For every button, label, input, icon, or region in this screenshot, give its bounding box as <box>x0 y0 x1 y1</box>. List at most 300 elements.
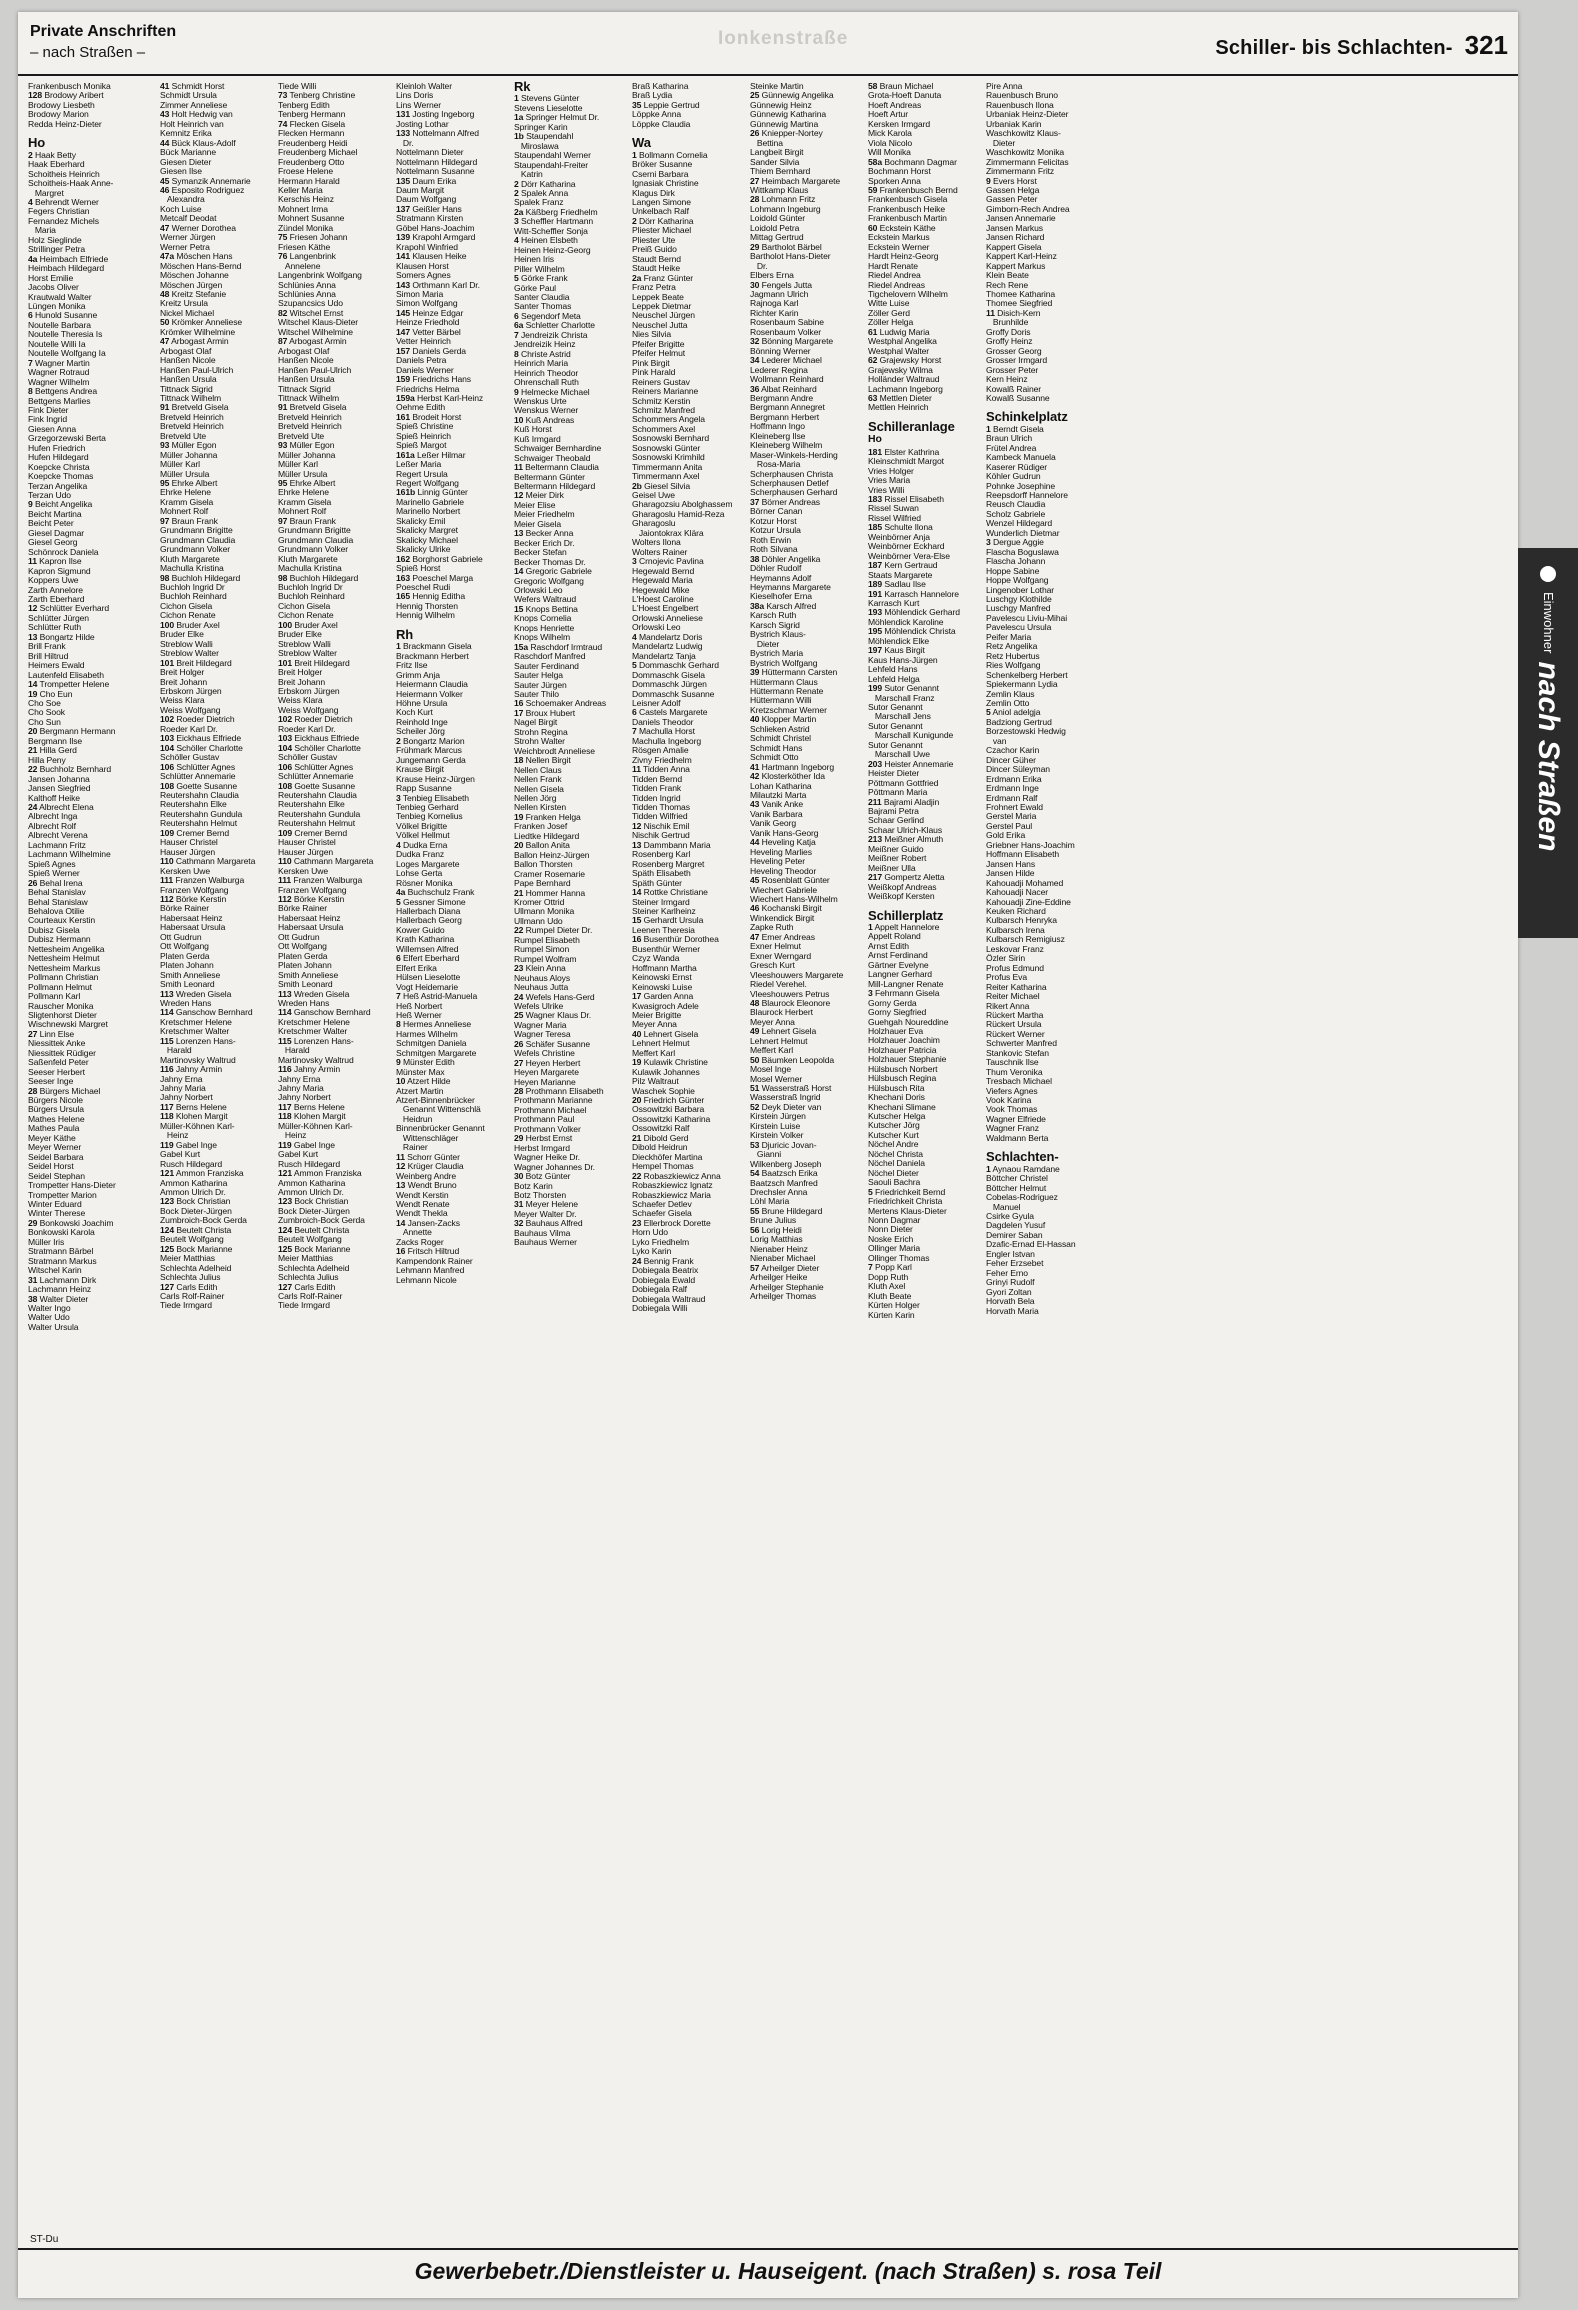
directory-entry: Martinovsky Waltrud <box>160 1055 236 1065</box>
directory-entry: Engler Istvan <box>986 1249 1035 1259</box>
directory-entry: 12 Schlütter Everhard <box>28 604 110 614</box>
directory-entry: Wendt Renate <box>396 1200 450 1210</box>
directory-entry: Daum Margit <box>396 185 445 195</box>
directory-entry: Breit Johann <box>278 677 326 687</box>
directory-entry: Ehrke Helene <box>160 488 211 498</box>
directory-entry: Dopp Ruth <box>868 1272 909 1282</box>
directory-entry: Cichon Gisela <box>160 601 213 611</box>
directory-entry: Freudenberg Heidi <box>278 138 348 148</box>
directory-entry: Wagner Wilhelm <box>28 377 90 387</box>
directory-entry: Kretschmer Helene <box>160 1017 232 1027</box>
directory-entry: Ammon Katharina <box>160 1178 228 1188</box>
directory-entry: Vanik Barbara <box>750 809 803 819</box>
directory-entry: Schmidt Christel <box>750 734 811 744</box>
directory-entry: 54 Baatzsch Erika <box>750 1169 818 1179</box>
directory-entry: Bretveld Ute <box>278 431 325 441</box>
directory-entry: Rosenbaum Volker <box>750 327 822 337</box>
directory-entry: Schlünies Anna <box>278 289 336 299</box>
directory-entry: Jahny Norbert <box>160 1093 213 1103</box>
directory-entry: Pohnke Josephine <box>986 481 1056 491</box>
directory-entry: Kürten Karin <box>868 1310 915 1320</box>
directory-entry: Stankovic Stefan <box>986 1048 1049 1058</box>
directory-entry: 44 Bück Klaus-Adolf <box>160 138 236 148</box>
directory-entry: Tenberg Edith <box>278 100 330 110</box>
directory-entry: Grundmann Volker <box>160 545 231 555</box>
directory-entry: 123 Bock Christian <box>160 1197 231 1207</box>
directory-entry: Habersaat Heinz <box>160 913 223 923</box>
directory-entry: Heimers Ewald <box>28 661 85 671</box>
street-section-heading: Wa <box>632 135 651 151</box>
directory-entry: Fernandez Michels <box>28 216 99 226</box>
directory-entry: Karrasch Kurt <box>868 599 920 609</box>
directory-entry: 32 Bönning Margarete <box>750 337 834 347</box>
street-section-heading: Schillerplatz <box>868 907 944 923</box>
directory-entry: Wiechert Gabriele <box>750 885 818 895</box>
directory-entry: Kretschmer Helene <box>278 1017 350 1027</box>
directory-entry: 113 Wreden Gisela <box>278 989 350 999</box>
directory-entry: Kieselhofer Erna <box>750 592 812 602</box>
directory-entry: 161b Linnig Günter <box>396 488 468 498</box>
directory-entry: 45 Symanzik Annemarie <box>160 176 251 186</box>
directory-entry: Urbaniak Heinz-Dieter <box>986 110 1069 120</box>
directory-entry: Müller Johanna <box>278 450 336 460</box>
directory-entry: Vries Holger <box>868 466 914 476</box>
directory-entry: Heymanns Adolf <box>750 573 812 583</box>
directory-entry: 44 Heveling Katja <box>750 838 816 848</box>
directory-entry: Thomee Siegfried <box>986 299 1053 309</box>
directory-entry: Jansen Siegfried <box>28 784 91 794</box>
directory-entry: 9 Evers Horst <box>986 176 1037 186</box>
directory-entry: Hüttermann Willi <box>750 696 812 706</box>
directory-entry: Bröker Susanne <box>632 160 693 170</box>
directory-entry: Tenbieg Gerhard <box>396 802 459 812</box>
directory-entry: Horvath Maria <box>986 1306 1039 1316</box>
directory-entry: Khechani Slimane <box>868 1102 936 1112</box>
directory-entry: Beutelt Wolfgang <box>160 1235 224 1245</box>
directory-entry: Heyen Margarete <box>514 1068 579 1078</box>
directory-entry: Machulla Kristina <box>160 564 224 574</box>
directory-entry: Koepcke Thomas <box>28 472 94 482</box>
directory-entry: Steinke Martin <box>750 82 804 91</box>
directory-entry: Kahouadji Nacer <box>986 888 1049 898</box>
directory-entry: Machulla Kristina <box>278 564 342 574</box>
directory-entry: 193 Möhlendick Gerhard <box>868 608 960 618</box>
directory-entry: 3 Scheffler Hartmann <box>514 217 594 227</box>
directory-entry: Vleeshouwers Margarete <box>750 970 844 980</box>
directory-entry: Mohnert Rolf <box>278 507 326 517</box>
directory-entry: Bretveld Heinrich <box>160 422 224 432</box>
directory-entry: Milautzki Marta <box>750 790 807 800</box>
directory-entry: Becker Erich Dr. <box>514 538 575 548</box>
directory-entry: Vleeshouwers Petrus <box>750 989 830 999</box>
directory-column <box>632 82 744 1313</box>
directory-entry: Harmes Wilhelm <box>396 1029 458 1039</box>
directory-entry: Mathes Paula <box>28 1124 80 1134</box>
directory-entry: Jahny Maria <box>278 1084 324 1094</box>
directory-entry: 2 Dörr Katharina <box>514 179 576 189</box>
directory-entry: Kluth Beate <box>868 1291 912 1301</box>
directory-entry: Lins Doris <box>396 91 434 101</box>
directory-entry: Kirstein Luise <box>750 1121 801 1131</box>
directory-entry: 162 Borghorst Gabriele <box>396 554 483 564</box>
directory-entry: Spieß Heinrich <box>396 431 451 441</box>
directory-entry: Bettgens Marlies <box>28 396 91 406</box>
directory-entry: Wenskus Urte <box>514 396 567 406</box>
directory-entry: Saßenfeld Peter <box>28 1058 89 1068</box>
directory-entry: Schlechta Adelheid <box>160 1263 232 1273</box>
directory-entry: 3 Fehrmann Gisela <box>868 989 940 999</box>
directory-entry: Lachmann Fritz <box>28 840 86 850</box>
directory-entry: Kluth Margarete <box>160 554 220 564</box>
directory-entry: Löppke Anna <box>632 110 682 120</box>
directory-entry: 2b Giesel Silvia <box>632 481 691 491</box>
directory-entry: Schlechta Adelheid <box>278 1263 350 1273</box>
directory-entry: Pink Birgit <box>632 358 670 368</box>
directory-column <box>28 82 140 1332</box>
directory-entry: Löhl Maria <box>750 1197 790 1207</box>
directory-entry: 1 Bollmann Cornelia <box>632 150 708 160</box>
directory-entry: Retz Angelika <box>986 642 1038 652</box>
directory-entry: Nellen Gisela <box>514 784 564 794</box>
directory-entry: 15 Knops Bettina <box>514 604 578 614</box>
directory-entry: Nöchel Christa <box>868 1149 923 1159</box>
directory-entry: Spieß Horst <box>396 564 441 574</box>
directory-entry: Robaszkiewicz Ignatz <box>632 1181 713 1191</box>
directory-entry: Heiermann Volker <box>396 689 463 699</box>
directory-entry: Müller Iris <box>28 1237 65 1247</box>
directory-entry: Gresch Kurt <box>750 961 795 971</box>
directory-entry: Hülsbusch Norbert <box>868 1064 938 1074</box>
directory-entry: Saouli Bachra <box>868 1178 921 1188</box>
directory-entry: Skalicky Margret <box>396 526 458 536</box>
directory-entry: Marschall Uwe <box>868 750 930 760</box>
directory-entry: Witschel Wilhelmine <box>278 327 353 337</box>
directory-entry: Neuhaus Jutta <box>514 983 569 993</box>
directory-entry: Ott Gudrun <box>278 932 320 942</box>
directory-entry: Müller Karl <box>160 460 200 470</box>
directory-entry: 3 Crnojevic Pavlina <box>632 557 704 567</box>
directory-entry: 135 Daum Erika <box>396 176 457 186</box>
directory-entry: Werner Petra <box>160 242 210 252</box>
directory-entry: 1a Springer Helmut Dr. <box>514 113 600 123</box>
directory-entry: 82 Witschel Ernst <box>278 308 344 318</box>
directory-entry: Annelene <box>278 261 321 271</box>
directory-entry: Tiede Willi <box>278 82 317 91</box>
directory-entry: Rumpel Simon <box>514 945 570 955</box>
directory-entry: Wischnewski Margret <box>28 1020 108 1030</box>
directory-entry: 20 Bergmann Hermann <box>28 727 116 737</box>
directory-entry: Nettesheim Angelika <box>28 944 105 954</box>
directory-entry: Jansen Markus <box>986 223 1043 233</box>
directory-entry: 42 Klosterköther Ida <box>750 772 825 782</box>
directory-entry: 7 Jendreizik Christa <box>514 330 588 340</box>
directory-entry: Riedel Andreas <box>868 280 925 290</box>
directory-entry: Staats Margarete <box>868 570 933 580</box>
directory-entry: 199 Sutor Genannt <box>868 684 939 694</box>
directory-entry: 30 Botz Günter <box>514 1172 571 1182</box>
directory-entry: 32 Bauhaus Alfred <box>514 1219 583 1229</box>
directory-entry: Wefers Waltraud <box>514 595 577 605</box>
directory-entry: Meier Friedhelm <box>514 510 575 520</box>
directory-entry: Grosser Georg <box>986 346 1042 356</box>
header-ghost-text: Ionkenstraße <box>718 28 849 49</box>
directory-entry: 27 Linn Else <box>28 1029 75 1039</box>
directory-entry: Eckstein Markus <box>868 233 930 243</box>
directory-entry: Weiss Wolfgang <box>278 705 339 715</box>
directory-entry: Winter Therese <box>28 1209 86 1219</box>
directory-entry: Streblow Walter <box>160 649 219 659</box>
directory-entry: 27 Heimbach Margarete <box>750 176 841 186</box>
directory-entry: Buchloh Ingrid Dr <box>160 583 225 593</box>
directory-entry: 8 Bettgens Andrea <box>28 387 98 397</box>
directory-entry: 102 Roeder Dietrich <box>278 715 353 725</box>
directory-entry: 17 Garden Anna <box>632 992 694 1002</box>
directory-entry: Carls Rolf-Rainer <box>160 1292 225 1301</box>
directory-entry: 19 Cho Eun <box>28 689 73 699</box>
directory-entry: Dzafic-Ernad El-Hassan <box>986 1240 1076 1250</box>
directory-entry: Müller-Köhnen Karl- <box>278 1121 353 1131</box>
directory-entry: Schaar Ulrich-Klaus <box>868 825 943 835</box>
directory-entry: Zöller Gerd <box>868 308 910 318</box>
directory-entry: Leenen Theresia <box>632 925 695 935</box>
directory-entry: Völkel Hellmut <box>396 831 450 841</box>
directory-entry: 91 Bretveld Gisela <box>278 403 347 413</box>
directory-entry: Sauter Thilo <box>514 690 559 699</box>
directory-entry: 12 Krüger Claudia <box>396 1162 464 1172</box>
directory-entry: Vook Thomas <box>986 1105 1038 1115</box>
thumb-index-tab[interactable] <box>1518 548 1578 938</box>
directory-entry: Weinbörner Eckhard <box>868 542 945 552</box>
directory-entry: Vanik Hans-Georg <box>750 828 819 838</box>
directory-entry: Vetter Heinrich <box>396 337 451 347</box>
directory-entry: Froese Helene <box>278 167 334 177</box>
directory-entry: 191 Karrasch Hannelore <box>868 589 959 599</box>
directory-entry: Beicht Peter <box>28 519 74 529</box>
directory-entry: 95 Ehrke Albert <box>278 479 336 489</box>
directory-entry: Bretveld Ute <box>160 431 207 441</box>
directory-entry: 124 Beutelt Christa <box>278 1225 350 1235</box>
directory-entry: 117 Berns Helene <box>160 1102 227 1112</box>
directory-column <box>514 79 626 1248</box>
directory-entry: Reutershahn Elke <box>278 800 345 810</box>
directory-entry: Wollmann Reinhard <box>750 375 824 385</box>
directory-entry: Thiem Bernhard <box>750 167 811 177</box>
directory-entry: Breit Holger <box>278 668 323 678</box>
directory-entry: Hufen Friedrich <box>28 443 86 453</box>
directory-entry: Schmitz Manfred <box>632 405 695 415</box>
directory-entry: Rosa-Maria <box>750 460 801 470</box>
directory-entry: Kambeck Manuela <box>986 453 1056 463</box>
directory-entry: Kretschmer Walter <box>160 1027 230 1037</box>
directory-entry: Hufen Hildegard <box>28 453 89 463</box>
directory-entry: Lehmann Manfred <box>396 1266 465 1276</box>
directory-entry: Wenzel Hildegard <box>986 519 1053 529</box>
directory-entry: Weiss Wolfgang <box>160 705 221 715</box>
directory-entry: Dieckhöfer Martina <box>632 1152 703 1162</box>
directory-entry: Dagdelen Yusuf <box>986 1221 1046 1231</box>
directory-entry: 165 Hennig Editha <box>396 592 466 602</box>
directory-entry: Kleinschmidt Margot <box>868 457 944 467</box>
directory-entry: 1 Stevens Günter <box>514 94 580 104</box>
directory-entry: Lohse Gerta <box>396 869 443 879</box>
directory-entry: Langbeit Birgit <box>750 148 804 158</box>
directory-entry: Seeser Herbert <box>28 1067 85 1077</box>
directory-entry: Baatzsch Manfred <box>750 1178 818 1188</box>
directory-entry: Rech Rene <box>986 280 1029 290</box>
directory-entry: Csirke Gyula <box>986 1212 1034 1222</box>
directory-entry: Courteaux Kerstin <box>28 916 96 926</box>
directory-entry: Leskovar Franz <box>986 944 1044 954</box>
directory-entry: Tittnack Wilhelm <box>278 393 340 403</box>
header-range-block <box>1215 30 1508 61</box>
directory-entry: Preiß Guido <box>632 245 677 255</box>
directory-entry: Langner Gerhard <box>868 970 932 980</box>
directory-entry: Rikert Anna <box>986 1001 1030 1011</box>
directory-entry: Szupancsics Udo <box>278 299 343 309</box>
directory-entry: Schoitheis Heinrich <box>28 169 100 179</box>
directory-entry: Ott Wolfgang <box>160 942 209 952</box>
directory-entry: 56 Lorig Heidi <box>750 1225 802 1235</box>
directory-entry: Cobelas-Rodriguez <box>986 1193 1058 1203</box>
directory-entry: Lautenfeld Elisabeth <box>28 670 104 680</box>
directory-entry: Riedel Andrea <box>868 271 921 281</box>
directory-entry: Frühmark Marcus <box>396 746 462 756</box>
directory-entry: Meißner Guido <box>868 844 924 854</box>
directory-entry: 109 Cremer Bernd <box>278 828 348 838</box>
directory-entry: Börke Rainer <box>278 904 327 914</box>
directory-entry: Richter Karin <box>750 308 799 318</box>
directory-entry: Wagner Elfriede <box>986 1114 1046 1124</box>
directory-entry: Platen Johann <box>278 961 332 971</box>
directory-entry: Tiede Irmgard <box>160 1301 212 1311</box>
directory-entry: Piller Wilhelm <box>514 264 565 274</box>
directory-entry: 38 Döhler Angelika <box>750 554 821 564</box>
directory-entry: Lyko Karin <box>632 1247 672 1257</box>
page-header <box>18 12 1518 76</box>
directory-entry: Reutershahn Gundula <box>160 809 243 819</box>
directory-entry: Sosnowski Bernhard <box>632 434 710 444</box>
directory-entry: Regert Ursula <box>396 469 448 479</box>
directory-entry: Waschkowitz Klaus- <box>986 129 1061 139</box>
directory-entry: Beutelt Wolfgang <box>278 1235 342 1245</box>
directory-entry: Keinowski Luise <box>632 982 693 992</box>
directory-entry: Stratmann Kirsten <box>396 214 464 224</box>
directory-entry: Jahny Erna <box>160 1074 203 1084</box>
directory-entry: 121 Ammon Franziska <box>278 1169 362 1179</box>
directory-entry: Münster Max <box>396 1067 445 1077</box>
directory-column <box>396 82 508 1285</box>
directory-entry: Viefers Agnes <box>986 1086 1038 1096</box>
directory-entry: 110 Cathmann Margareta <box>278 857 374 867</box>
directory-entry: 123 Bock Christian <box>278 1197 349 1207</box>
directory-entry: Tidden Wilfried <box>632 812 688 822</box>
directory-entry: Bartholot Hans-Dieter <box>750 252 831 262</box>
directory-entry: Zemlin Klaus <box>986 689 1035 699</box>
directory-entry: Orlowski Leo <box>632 623 681 633</box>
directory-entry: Zimmermann Felicitas <box>986 157 1069 167</box>
directory-entry: Möschen Jürgen <box>160 280 223 290</box>
directory-entry: Grzegorzewski Berta <box>28 434 106 444</box>
directory-entry: 76 Langenbrink <box>278 252 336 262</box>
directory-entry: Noutelle Willi Ia <box>28 339 86 349</box>
directory-entry: Kaus Hans-Jürgen <box>868 655 938 665</box>
directory-entry: 109 Cremer Bernd <box>160 828 230 838</box>
directory-entry: 98 Buchloh Hildegard <box>160 573 241 583</box>
directory-entry: Ballon Thorsten <box>514 860 573 870</box>
directory-entry: 36 Albat Reinhard <box>750 384 817 394</box>
directory-entry: 24 Wefels Hans-Gerd <box>514 992 595 1002</box>
directory-entry: Dieter <box>986 138 1016 148</box>
directory-entry: Schaefer Gisela <box>632 1209 692 1219</box>
directory-entry: Spieß Margot <box>396 441 447 451</box>
directory-entry: Kersken Uwe <box>278 866 329 876</box>
directory-entry: Herbst Irmgard <box>514 1143 570 1153</box>
directory-entry: Schlechta Julius <box>160 1273 221 1283</box>
directory-entry: 22 Robaszkiewicz Anna <box>632 1171 721 1181</box>
directory-entry: Dobiegala Ralf <box>632 1285 687 1295</box>
directory-entry: Noutelle Wolfgang Ia <box>28 349 106 359</box>
directory-entry: 14 Jansen-Zacks <box>396 1218 460 1228</box>
directory-entry: Bönning Werner <box>750 346 811 356</box>
directory-entry: Rissel Wilfried <box>868 513 921 523</box>
directory-entry: Nöchel Dieter <box>868 1168 919 1178</box>
directory-entry: 15a Raschdorf Irmtraud <box>514 642 603 652</box>
directory-entry: Profus Edmund <box>986 963 1044 973</box>
directory-entry: Simon Wolfgang <box>396 299 458 309</box>
directory-entry: Holzhauer Eva <box>868 1026 924 1036</box>
directory-entry: Holländer Waltraud <box>868 375 940 385</box>
directory-entry: Heveling Theodor <box>750 866 817 876</box>
directory-entry: Miroslawa <box>514 141 559 151</box>
directory-entry: Orlowski Leo <box>514 586 563 596</box>
directory-column <box>160 82 272 1311</box>
directory-entry: Zacks Roger <box>396 1237 444 1247</box>
directory-entry: Walter Ursula <box>28 1322 79 1332</box>
directory-entry: Hoppe Wolfgang <box>986 576 1049 586</box>
directory-entry: Demirer Saban <box>986 1230 1043 1240</box>
directory-entry: Prothmann Michael <box>514 1105 587 1115</box>
directory-entry: Pfeifer Helmut <box>632 349 686 359</box>
directory-entry: Heveling Peter <box>750 857 805 867</box>
directory-entry: Unkelbach Ralf <box>632 207 689 217</box>
directory-entry: Bürgers Nicole <box>28 1096 83 1106</box>
directory-entry: Krapohl Winfried <box>396 242 458 252</box>
directory-entry: Prothmann Paul <box>514 1115 575 1125</box>
directory-entry: Reutershahn Claudia <box>160 790 239 800</box>
directory-entry: Noutelle Theresia Is <box>28 330 103 340</box>
directory-entry: Cserni Barbara <box>632 169 689 179</box>
directory-entry: Wittkamp Klaus <box>750 185 809 195</box>
directory-entry: Wagner Rotraud <box>28 368 90 378</box>
directory-entry: Tidden Thomas <box>632 802 690 812</box>
directory-entry: Somers Agnes <box>396 271 451 281</box>
directory-entry: Mill-Langner Renate <box>868 979 944 989</box>
directory-entry: Ballon Heinz-Jürgen <box>514 850 590 860</box>
directory-entry: Bruder Elke <box>278 630 322 640</box>
directory-entry: 13 Wendt Bruno <box>396 1181 457 1191</box>
directory-entry: Hoffmann Ingo <box>750 422 805 432</box>
directory-entry: Waschek Sophie <box>632 1086 695 1096</box>
directory-entry: Tittnack Sigrid <box>278 384 331 394</box>
directory-entry: Zimmermann Fritz <box>986 167 1055 177</box>
directory-entry: 16 Busenthür Dorothea <box>632 935 719 945</box>
directory-entry: Knops Cornelia <box>514 614 572 624</box>
directory-entry: 52 Deyk Dieter van <box>750 1102 822 1112</box>
directory-entry: Grosser Peter <box>986 365 1039 375</box>
directory-entry: Wendt Thekla <box>396 1209 448 1219</box>
directory-entry: Bergmann Annegret <box>750 403 825 413</box>
directory-entry: Mertens Klaus-Dieter <box>868 1206 947 1216</box>
